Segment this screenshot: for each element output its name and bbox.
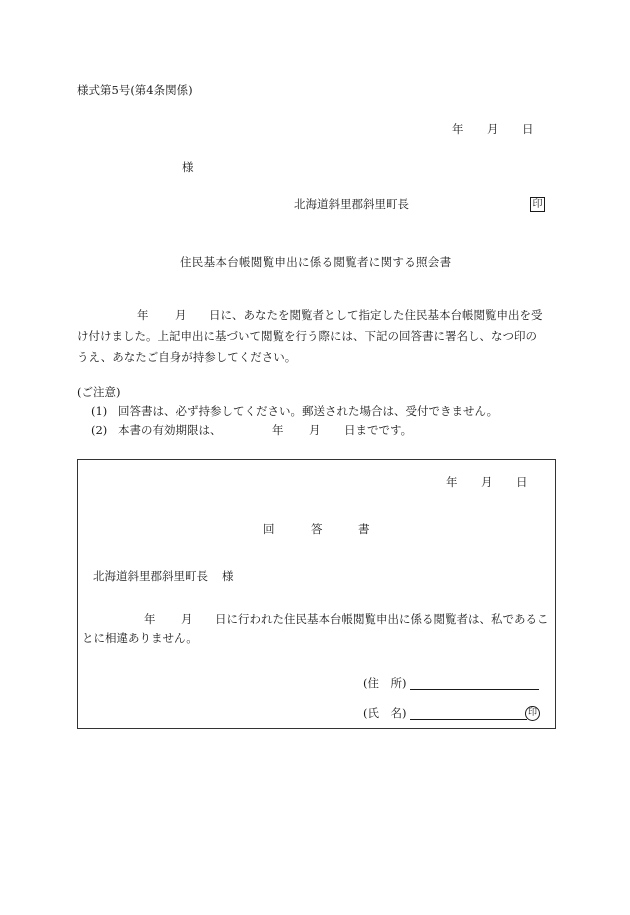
reply-date-year: 年 xyxy=(446,475,458,489)
body-line-1: 日に、あなたを閲覧者として指定した住民基本台帳閲覧申出を受 xyxy=(209,308,543,322)
body-date-month: 月 xyxy=(175,308,187,322)
date-day-label: 日 xyxy=(522,122,534,136)
form-number: 様式第5号(第4条関係) xyxy=(77,83,193,97)
reply-date-month: 月 xyxy=(481,475,493,489)
note-2-text-before: 本書の有効期限は、 xyxy=(118,423,222,437)
body-line-3: うえ、あなたご自身が持参してください。 xyxy=(77,350,297,364)
document-title: 住民基本台帳閲覧申出に係る閲覧者に関する照会書 xyxy=(180,255,452,269)
reply-addressee-suffix: 様 xyxy=(222,569,234,583)
reply-body-month: 月 xyxy=(181,612,193,626)
reply-body-year: 年 xyxy=(144,612,156,626)
body-date-year: 年 xyxy=(137,308,149,322)
note-2-year: 年 xyxy=(272,423,284,437)
address-input-line[interactable] xyxy=(410,689,539,690)
reply-seal-mark: 印 xyxy=(525,706,540,721)
seal-mark: 印 xyxy=(530,197,545,212)
reply-title-char-1: 回 xyxy=(263,522,275,536)
note-2-number: (2) xyxy=(91,423,108,437)
name-input-line[interactable] xyxy=(410,719,527,720)
reply-addressee: 北海道斜里郡斜里町長 xyxy=(93,569,208,583)
notes-heading: (ご注意) xyxy=(77,385,121,399)
reply-title-char-3: 書 xyxy=(358,522,370,536)
date-year-label: 年 xyxy=(452,122,464,136)
note-2-text-after: 日までです。 xyxy=(344,423,413,437)
date-month-label: 月 xyxy=(487,122,499,136)
note-2-month: 月 xyxy=(309,423,321,437)
reply-title-char-2: 答 xyxy=(311,522,323,536)
note-1-number: (1) xyxy=(91,404,108,418)
name-label: (氏 名) xyxy=(363,706,407,720)
body-line-2: け付けました。上記申出に基づいて閲覧を行う際には、下記の回答書に署名し、なつ印の xyxy=(77,329,537,343)
reply-body-line-2: とに相違ありません。 xyxy=(82,631,198,645)
address-label: (住 所) xyxy=(363,676,407,690)
reply-date-day: 日 xyxy=(516,475,528,489)
reply-body-line-1: 日に行われた住民基本台帳閲覧申出に係る閲覧者は、私であるこ xyxy=(215,612,549,626)
note-1-text: 回答書は、必ず持参してください。郵送された場合は、受付できません。 xyxy=(118,404,499,418)
addressee-suffix: 様 xyxy=(182,160,194,174)
issuer-name: 北海道斜里郡斜里町長 xyxy=(294,197,409,211)
